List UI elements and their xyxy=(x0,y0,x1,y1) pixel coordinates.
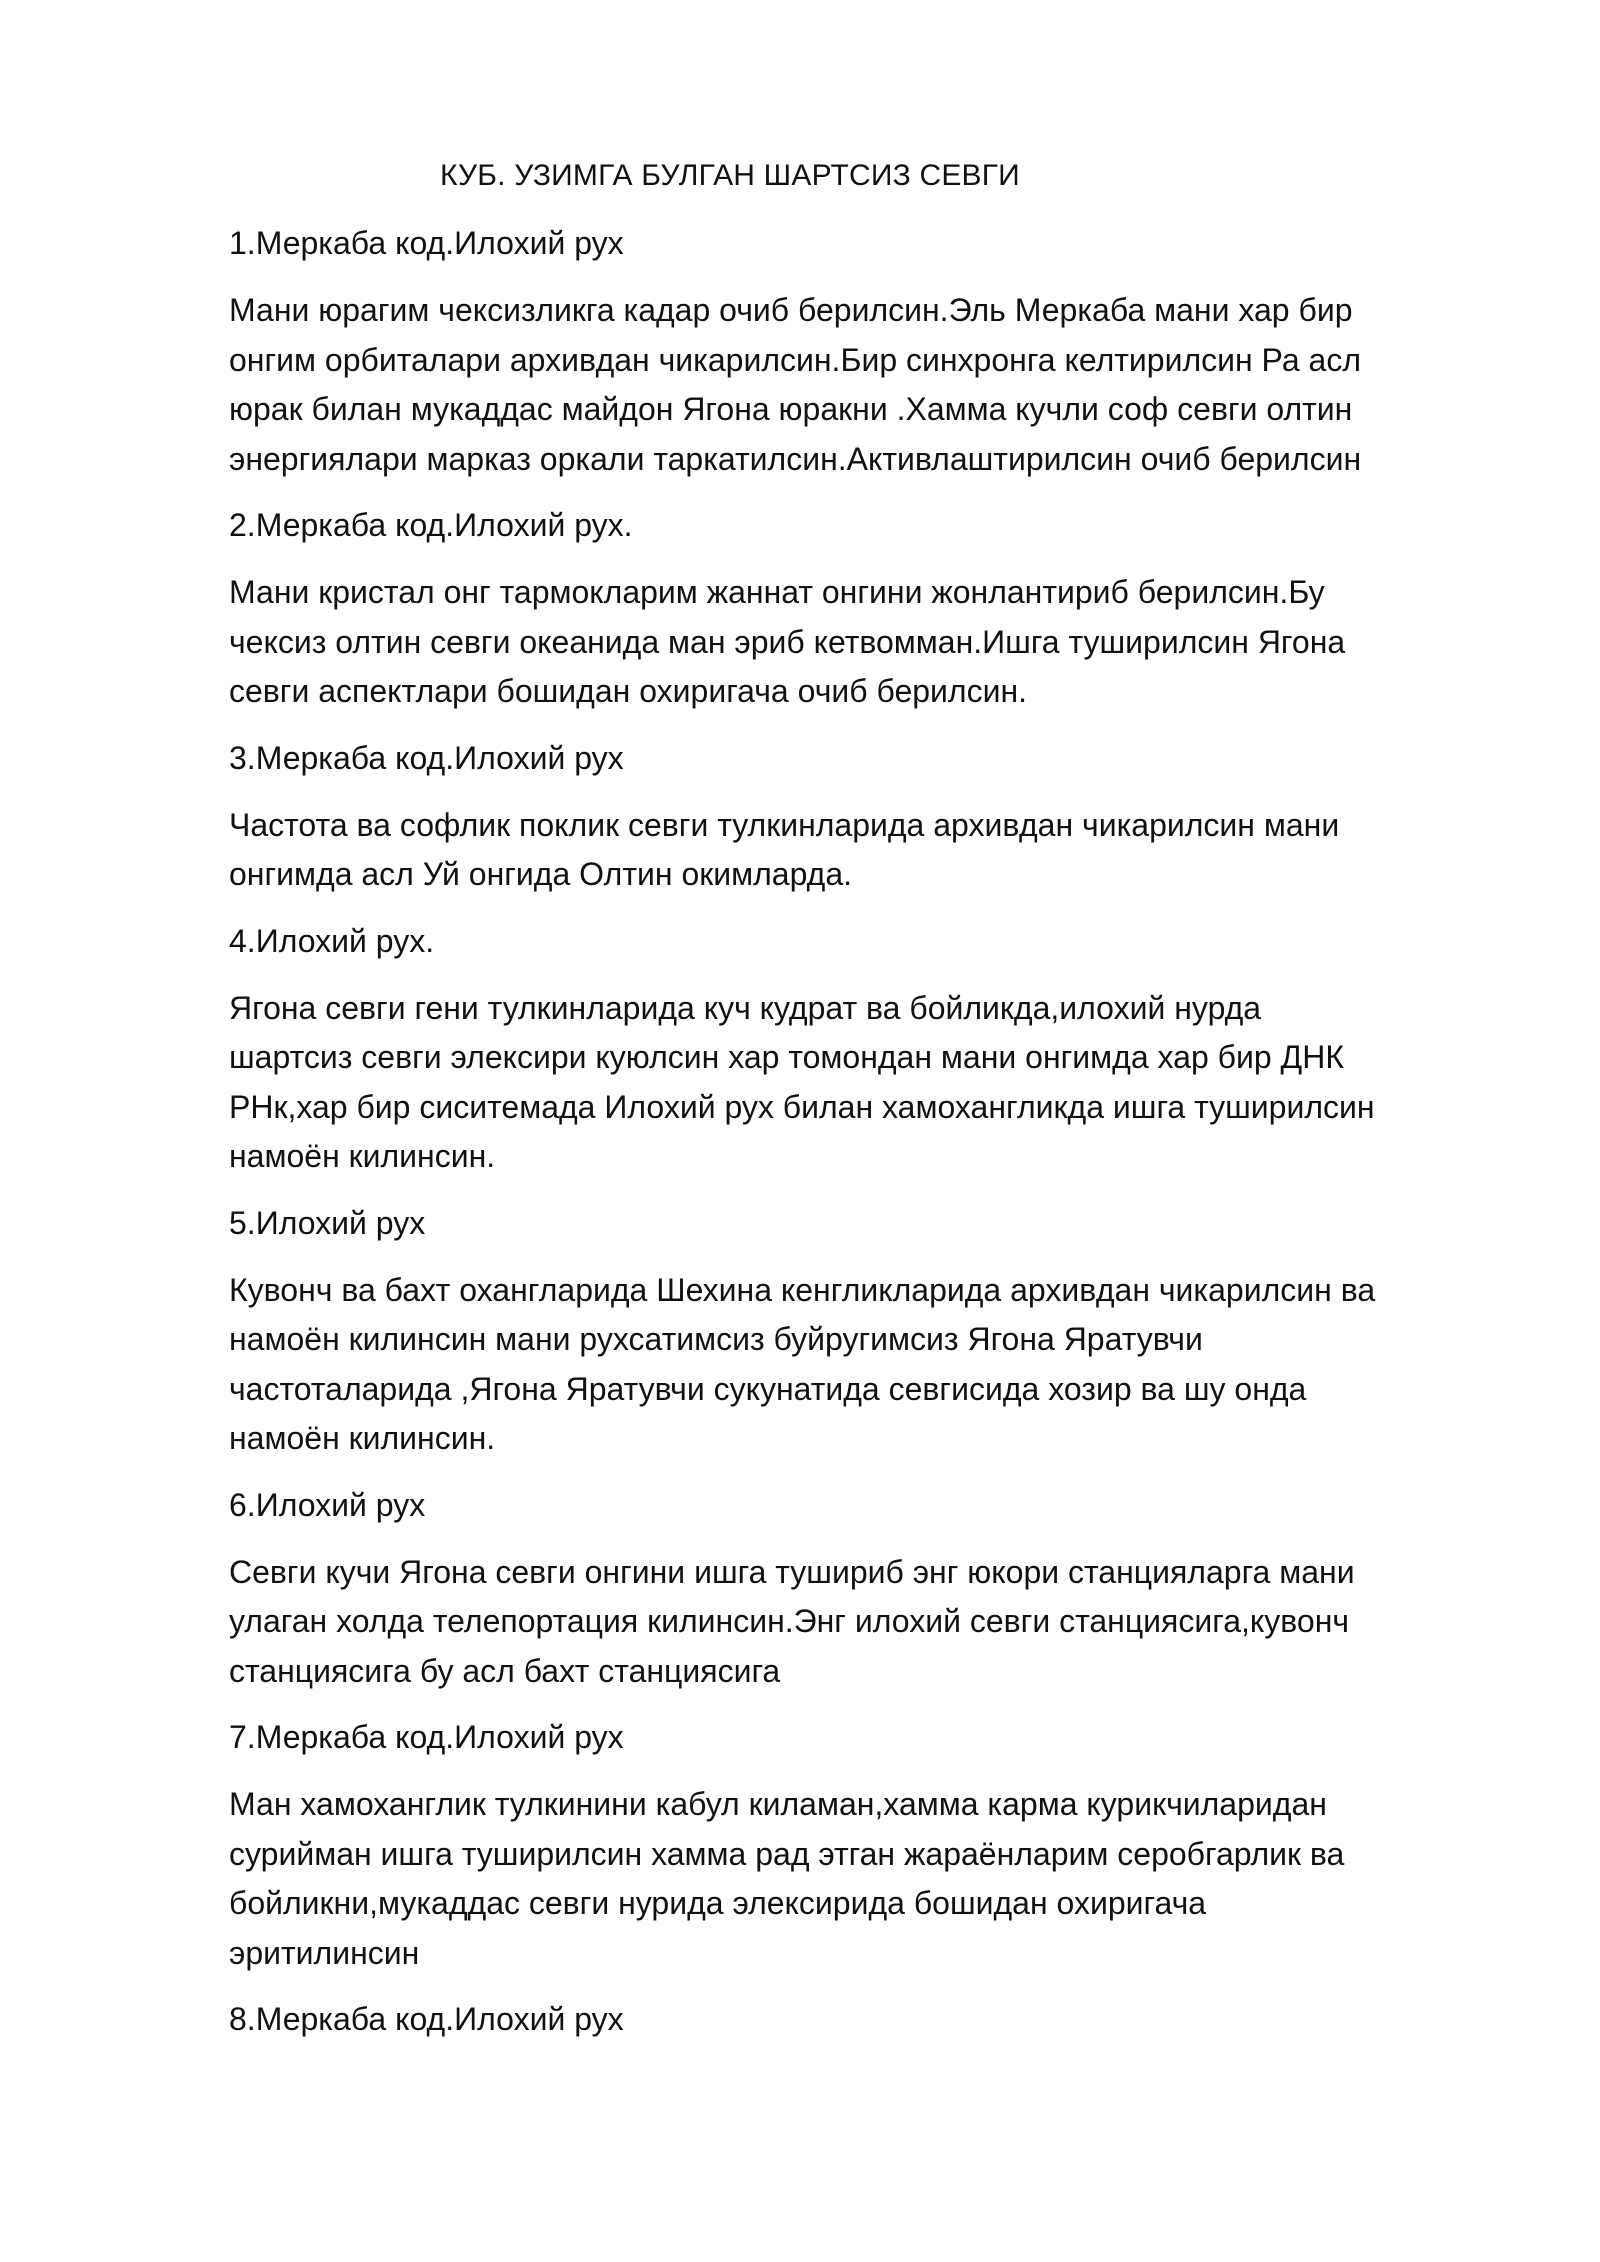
section-paragraph xyxy=(229,568,1479,717)
document-title: КУБ. УЗИМГА БУЛГАН ШАРТСИЗ СЕВГИ xyxy=(440,159,1020,192)
paragraph-line: юрак билан мукаддас майдон Ягона юракни .Хамма кучли соф севги олтин xyxy=(229,391,1353,427)
paragraph-line: чексиз олтин севги океанида ман эриб кетвомман.Ишга туширилсин Ягона xyxy=(229,623,1346,660)
paragraph-line: Кувонч ва бахт охангларида Шехина кенгликларида архивдан чикарилсин ва xyxy=(229,1271,1376,1308)
document-body xyxy=(229,150,1479,2045)
paragraph-line: шартсиз севги элексири куюлсин хар томондан мани онгимда хар бир ДНК xyxy=(229,1039,1344,1075)
section-4 xyxy=(229,915,1479,1182)
section-1 xyxy=(229,217,1479,484)
paragraph-line: энергиялари марказ оркали таркатилсин.Активлаштирилсин очиб берилсин xyxy=(229,440,1362,477)
section-2 xyxy=(229,499,1479,717)
section-paragraph xyxy=(229,1780,1479,1978)
section-paragraph xyxy=(229,1266,1479,1464)
paragraph-line: станциясига бу асл бахт станциясига xyxy=(229,1652,781,1689)
paragraph-line: онгимда асл Уй онгида Олтин окимларда. xyxy=(229,856,852,892)
section-paragraph xyxy=(229,1548,1479,1697)
paragraph-line: РНк,хар бир сиситемада Илохий рух билан хамохангликда ишга туширилсин xyxy=(229,1088,1375,1125)
paragraph-line: частоталарида ,Ягона Яратувчи сукунатида севгисида хозир ва шу онда xyxy=(229,1370,1307,1407)
section-7 xyxy=(229,1711,1479,1978)
paragraph-line: Ман хамоханглик тулкинини кабул киламан,хамма карма курикчиларидан xyxy=(229,1786,1327,1822)
paragraph-line: севги аспектлари бошидан охиригача очиб берилсин. xyxy=(229,673,1028,709)
section-paragraph xyxy=(229,286,1479,484)
paragraph-line: Ягона севги гени тулкинларида куч кудрат ва бойликда,илохий нурда xyxy=(229,989,1262,1026)
section-heading: 7.Меркаба код.Илохий рух xyxy=(229,1719,624,1755)
section-heading: 2.Меркаба код.Илохий рух. xyxy=(229,507,633,543)
section-heading: 5.Илохий рух xyxy=(229,1204,426,1241)
paragraph-line: намоён килинсин. xyxy=(229,1138,496,1174)
section-heading: 1.Меркаба код.Илохий рух xyxy=(229,225,624,261)
section-heading: 4.Илохий рух. xyxy=(229,922,435,959)
paragraph-line: намоён килинсин. xyxy=(229,1420,496,1456)
paragraph-line: Севги кучи Ягона севги онгини ишга тушириб энг юкори станцияларга мани xyxy=(229,1553,1355,1590)
paragraph-line: намоён килинсин мани рухсатимсиз буйругимсиз Ягона Яратувчи xyxy=(229,1321,1203,1357)
paragraph-line: бойликни,мукаддас севги нурида элексирида бошидан охиригача xyxy=(229,1885,1207,1921)
paragraph-line: улаган холда телепортация килинсин.Энг илохий севги станциясига,кувонч xyxy=(229,1603,1350,1639)
paragraph-line: сурийман ишга туширилсин хамма рад этган жараёнларим серобгарлик ва xyxy=(229,1835,1345,1872)
section-5 xyxy=(229,1197,1479,1464)
paragraph-line: эритилинсин xyxy=(229,1934,420,1971)
section-paragraph xyxy=(229,801,1479,900)
section-heading: 8.Меркаба код.Илохий рух xyxy=(229,2001,624,2037)
section-3 xyxy=(229,732,1479,900)
section-8 xyxy=(229,1993,1479,2045)
section-heading: 3.Меркаба код.Илохий рух xyxy=(229,739,624,776)
section-6 xyxy=(229,1479,1479,1697)
paragraph-line: онгим орбиталари архивдан чикарилсин.Бир синхронга келтирилсин Ра асл xyxy=(229,341,1361,378)
section-paragraph xyxy=(229,984,1479,1182)
paragraph-line: Мани кристал онг тармокларим жаннат онгини жонлантириб берилсин.Бу xyxy=(229,574,1325,610)
paragraph-line: Частота ва софлик поклик севги тулкинларида архивдан чикарилсин мани xyxy=(229,806,1340,843)
paragraph-line: Мани юрагим чексизликга кадар очиб берилсин.Эль Меркаба мани хар бир xyxy=(229,292,1353,328)
section-heading: 6.Илохий рух xyxy=(229,1486,426,1523)
